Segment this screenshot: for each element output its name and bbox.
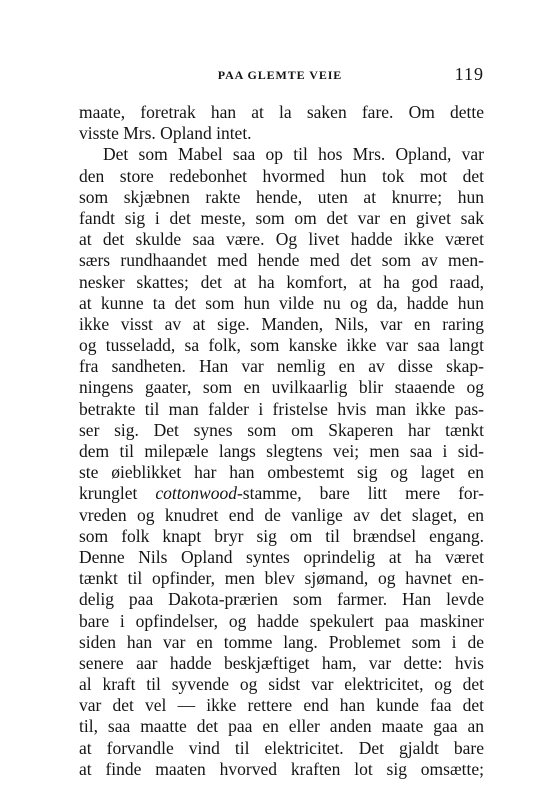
text-segment: og tusseladd, sa folk, som kanske ikke var saa langt (79, 335, 484, 356)
text-segment: delig paa Dakota-prærien som farmer. Han levde (79, 589, 484, 610)
text-line (79, 420, 484, 441)
page-number: 119 (454, 64, 484, 84)
text-segment: at kunne ta det som hun vilde nu og da, hadde hun (79, 292, 484, 313)
text-segment: tænkt til opfinder, men blev sjømand, og havnet en- (79, 568, 484, 589)
text-segment: Denne Nils Opland syntes oprindelig at ha været (79, 546, 484, 567)
text-segment: at finde maaten hvorved kraften lot sig omsætte; (79, 758, 484, 779)
text-segment: ser sig. Det synes som om Skaperen har tænkt (79, 419, 484, 440)
text-line (79, 505, 484, 526)
text-line (79, 462, 484, 483)
text-line (79, 632, 484, 653)
running-title: PAA GLEMTE VEIE (217, 68, 343, 82)
text-line (79, 208, 484, 229)
text-segment: vreden og knudret end de vanlige av det slaget, en (79, 504, 484, 525)
text-line (79, 716, 484, 737)
text-segment: som folk knapt bryr sig om til brændsel engang. (79, 525, 484, 546)
text-line (79, 377, 484, 398)
text-segment: al kraft til syvende og sidst var elektricitet, og det (79, 674, 484, 695)
text-line (79, 738, 484, 759)
text-line (79, 483, 484, 504)
text-line (79, 144, 484, 165)
text-segment: visste Mrs. Opland intet. (79, 123, 252, 144)
text-line (79, 166, 484, 187)
text-line (79, 759, 484, 780)
text-line (79, 674, 484, 695)
text-line (79, 589, 484, 610)
text-line (79, 399, 484, 420)
text-line (79, 335, 484, 356)
text-segment: dem til milepæle langs slegtens vei; men saa i sid- (79, 441, 484, 461)
text-segment: fra sandheten. Han var nemlig en av disse skap- (79, 356, 484, 377)
text-line (79, 441, 484, 462)
text-line (79, 611, 484, 632)
text-line (79, 568, 484, 589)
italic-text-segment: cottonwood (155, 483, 237, 504)
text-segment: bare i opfindelser, og hadde spekulert paa maskiner (79, 610, 484, 631)
text-segment: at forvandle vind til elektricitet. Det gjaldt bare (79, 737, 484, 758)
text-segment: til, saa maatte det paa en eller anden maate gaa an (79, 716, 484, 737)
text-line (79, 314, 484, 335)
text-line (79, 187, 484, 208)
text-segment: var det vel — ikke rettere end han kunde faa det (79, 695, 484, 716)
text-segment: ningens gaater, som en uvilkaarlig blir staaende og (79, 377, 484, 398)
text-line (79, 293, 484, 314)
text-segment: maate, foretrak han at la saken fare. Om dette (79, 102, 484, 122)
text-segment: -stamme, bare litt mere for- (236, 483, 484, 504)
text-segment: senere aar hadde beskjæftiget ham, var dette: hvis (79, 652, 484, 673)
text-segment: siden han var en tomme lang. Problemet som i de (79, 631, 484, 652)
text-line (79, 695, 484, 716)
text-segment: nesker skattes; det at ha komfort, at ha god raad, (79, 271, 484, 292)
text-line (79, 547, 484, 568)
text-segment: ikke visst av at sige. Manden, Nils, var en raring (79, 313, 484, 334)
text-line (79, 356, 484, 377)
running-head (0, 64, 560, 84)
text-segment: fandt sig i det meste, som om det var en givet sak (79, 207, 484, 228)
text-segment: krunglet (79, 483, 156, 504)
text-line (79, 272, 484, 293)
text-line (79, 102, 484, 123)
text-segment: at det skulde saa være. Og livet hadde ikke været (79, 229, 484, 250)
text-line (79, 229, 484, 250)
text-segment: ste øieblikket har han ombestemt sig og laget en (79, 462, 484, 483)
text-line (79, 250, 484, 271)
text-segment: særs rundhaandet med hende med det som av men- (79, 250, 484, 271)
text-line (79, 526, 484, 547)
body-text (79, 102, 484, 780)
text-line (79, 653, 484, 674)
text-segment: den store redebonhet hvormed hun tok mot det (79, 165, 484, 186)
text-line (79, 123, 484, 144)
text-segment: betrakte til man falder i fristelse hvis man ikke pas- (79, 398, 484, 419)
text-segment: som skjæbnen rakte hende, uten at knurre; hun (79, 186, 484, 207)
text-segment: Det som Mabel saa op til hos Mrs. Opland, var (103, 144, 484, 165)
